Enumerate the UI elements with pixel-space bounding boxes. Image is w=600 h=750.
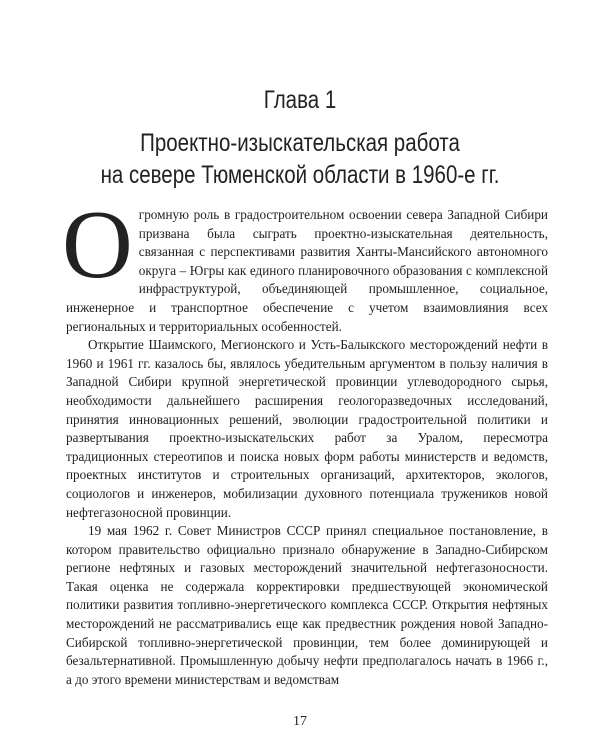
drop-cap: О [62,191,133,299]
paragraph-1-text: громную роль в градостроительном освоении севера Западной Сибири призвана была сыграть проектно-изыскательная деятельность, связанная с перспективами развития Ханты-Мансийского автономного округа – Югры как единого планировочного образования с комплексной инфраструктурой, объединяющей промышленное, социальное, инженерное и транспортное обеспечение с учетом взаимовлияния всех региональных и территориальных особенностей. [66,207,548,334]
page-number: 17 [293,714,307,729]
paragraph-2: Открытие Шаимского, Мегионского и Усть-Балыкского месторождений нефти в 1960 и 1961 гг. казалось бы, являлось убедительным аргументом в пользу наличия в Западной Сибири крупной энергетической провинции углеводородного сырья, необходимости дальнейшего расширения геологоразведочных исследований, принятия инновационных решений, эволюции градостроительной политики и развертывания проектно-изыскательских работ за Уралом, пересмотра традиционных стереотипов и поиска новых форм работы министерств и ведомств, проектных институтов и строительных организаций, архитекторов, экологов, социологов и инженеров, мобилизации духовного потенциала тружеников новой нефтегазоносной провинции. [66,337,548,520]
chapter-title-line-1: Проектно-изыскательская работа [140,129,460,157]
body-text [62,191,548,689]
chapter-label: Глава 1 [263,86,337,114]
chapter-title [54,127,546,191]
paragraph-1 [62,191,548,336]
paragraph-3: 19 мая 1962 г. Совет Министров СССР принял специальное постановление, в котором правительство официально признало обнаружение в Западно-Сибирском регионе нефтяных и газовых месторождений значительной нефтегазоносности. Такая оценка не содержала корректировки предшествующей экономической политики развития топливно-энергетического комплекса СССР. Открытия нефтяных месторождений не рассматривались еще как предвестник рождения новой Западно-Сибирской топливно-энергетической провинции, тем более доминирующей и безальтернативной. Промышленную добычу нефти предполагалось начать в 1966 г., а до этого времени министерствам и ведомствам [66,523,548,687]
chapter-title-line-2: на севере Тюменской области в 1960-е гг. [100,161,500,189]
